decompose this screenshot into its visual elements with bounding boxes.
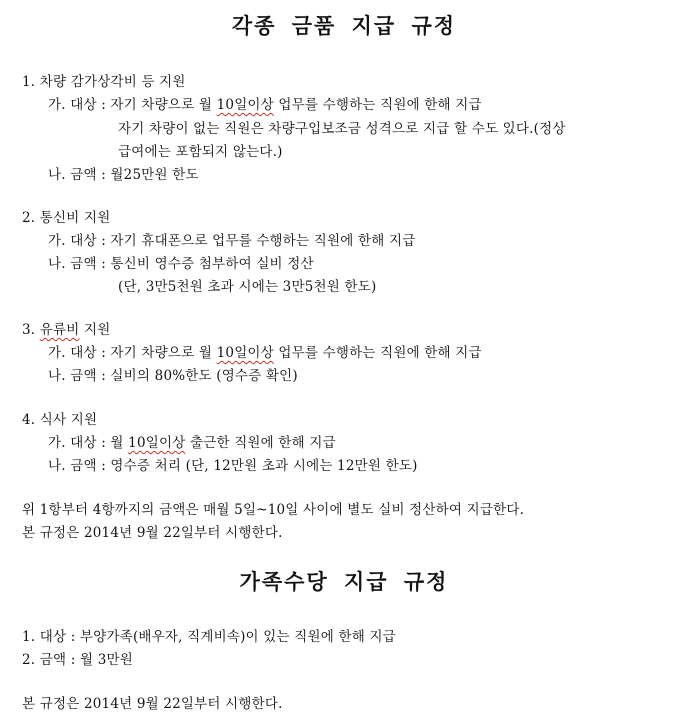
section-1-heading: 1. 차량 감가상각비 등 지원 <box>22 74 186 90</box>
effective-date: 본 규정은 2014년 9월 22일부터 시행한다. <box>22 525 283 541</box>
section-3-target-text: 가. 대상 : 자기 차량으로 월 <box>48 345 217 361</box>
section-2-amount: 나. 금액 : 통신비 영수증 첨부하여 실비 정산 <box>48 256 314 272</box>
spellcheck-mark: 10일이상 <box>216 97 274 113</box>
family-effective-date: 본 규정은 2014년 9월 22일부터 시행한다. <box>22 696 283 712</box>
section-1-amount: 나. 금액 : 월25만원 한도 <box>48 167 199 183</box>
section-3-amount: 나. 금액 : 실비의 80%한도 (영수증 확인) <box>48 368 298 384</box>
section-3-heading-rest: 지원 <box>79 322 111 338</box>
section-1-target-line-2: 자기 차량이 없는 직원은 차량구입보조금 성격으로 지급 할 수도 있다.(정상 <box>118 121 566 137</box>
section-4-target <box>48 431 336 451</box>
section-2-amount-note: (단, 3만5천원 초과 시에는 3만5천원 한도) <box>118 279 377 295</box>
section-2-target: 가. 대상 : 자기 휴대폰으로 업무를 수행하는 직원에 한해 지급 <box>48 233 416 249</box>
document-title: 각종 금품 지급 규정 <box>231 13 457 38</box>
spellcheck-mark: 유류비 <box>39 322 80 338</box>
closing-note: 위 1항부터 4항까지의 금액은 매월 5일~10일 사이에 별도 실비 정산하여 지급한다. <box>22 502 525 518</box>
spellcheck-mark: 10일이상 <box>128 435 186 451</box>
section-3-heading-num: 3. <box>22 322 40 338</box>
family-target: 1. 대상 : 부양가족(배우자, 직계비속)이 있는 직원에 한해 지급 <box>22 629 396 645</box>
section-1-target-text-rest: 업무를 수행하는 직원에 한해 지급 <box>273 97 482 113</box>
section-4-amount: 나. 금액 : 영수증 처리 (단, 12만원 초과 시에는 12만원 한도) <box>48 458 418 474</box>
section-3-target <box>48 341 482 361</box>
spellcheck-mark: 10일이상 <box>216 345 274 361</box>
section-4-target-text: 가. 대상 : 월 <box>48 435 129 451</box>
section-1-target-line-3: 급여에는 포함되지 않는다.) <box>118 144 283 160</box>
section-1-target <box>48 93 482 113</box>
section-4-target-text-rest: 출근한 직원에 한해 지급 <box>185 435 336 451</box>
section-3-heading <box>22 318 111 338</box>
section-1-target-text: 가. 대상 : 자기 차량으로 월 <box>48 97 217 113</box>
family-allowance-title: 가족수당 지급 규정 <box>239 569 449 594</box>
family-amount: 2. 금액 : 월 3만원 <box>22 652 133 668</box>
section-3-target-text-rest: 업무를 수행하는 직원에 한해 지급 <box>273 345 482 361</box>
section-2-heading: 2. 통신비 지원 <box>22 210 111 226</box>
section-4-heading: 4. 식사 지원 <box>22 412 98 428</box>
